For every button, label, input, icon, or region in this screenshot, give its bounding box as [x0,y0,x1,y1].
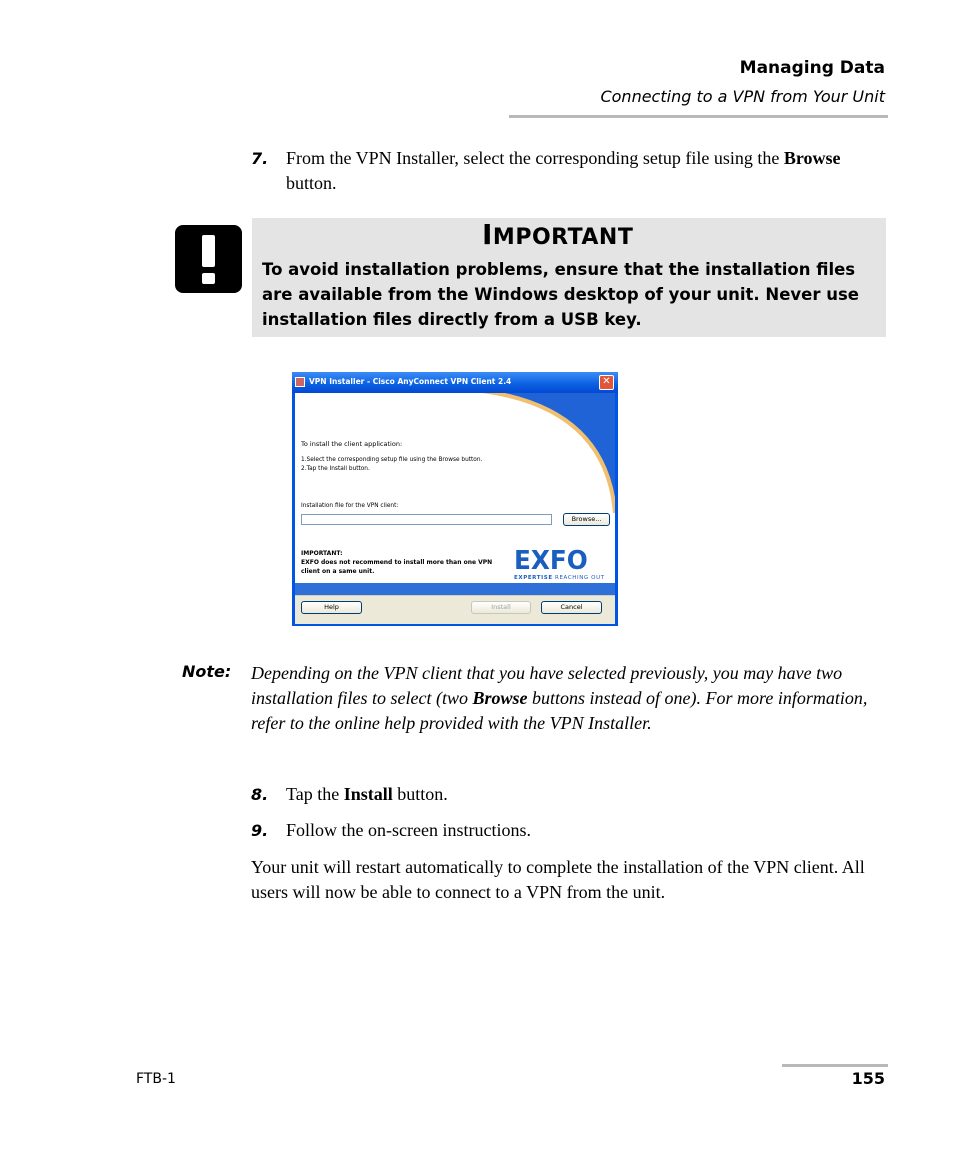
dialog-intro: To install the client application: [301,440,403,448]
dialog-step-2: 2.Tap the Install button. [301,466,370,472]
install-button[interactable]: Install [471,601,531,614]
field-label: Installation file for the VPN client: [301,503,399,509]
window-title: VPN Installer - Cisco AnyConnect VPN Client 2.4 [309,377,512,386]
step-bold-term: Install [343,784,393,804]
important-text: To avoid installation problems, ensure that the installation files are available from the Windows desktop of your unit. Never use installation files directly from a USB key. [262,260,859,329]
app-icon [295,377,305,387]
step-7 [251,146,881,196]
cancel-button[interactable]: Cancel [541,601,602,614]
step-number: 7. [251,149,269,168]
page-number: 155 [851,1069,885,1088]
important-heading: IMPORTANT [482,218,634,251]
header-rule [509,115,888,118]
dialog-important-line-2: client on a same unit. [301,568,375,575]
running-header-title: Managing Data [739,58,885,78]
step-text-end: button. [286,173,337,193]
step-number: 8. [251,785,269,804]
close-icon[interactable]: ✕ [599,375,614,390]
step-8 [251,782,881,807]
exfo-logo [514,548,605,581]
dialog-important-label: IMPORTANT: [301,550,343,557]
exclamation-icon [175,225,242,293]
vpn-installer-window [292,372,618,626]
footer-rule [782,1064,888,1067]
window-titlebar [292,372,618,393]
step-9 [251,818,881,843]
step-text: From the VPN Installer, select the corresponding setup file using the [286,148,784,168]
closing-paragraph: Your unit will restart automatically to complete the installation of the VPN client. All users will now be able to connect to a VPN from the unit. [251,857,865,902]
step-bold-term: Browse [783,148,841,168]
installation-file-input[interactable] [301,514,552,525]
note-text: Depending on the VPN client that you have selected previously, you may have two installation files to select (two Browse buttons instead of one). For more information, refer to the online help provided with the VPN Installer. [251,663,868,733]
footer-product: FTB-1 [136,1071,176,1087]
step-text-end: button. [392,784,448,804]
step-text: Follow the on-screen instructions. [286,820,531,840]
running-header-subtitle: Connecting to a VPN from Your Unit [600,87,885,106]
dialog-important-line-1: EXFO does not recommend to install more than one VPN [301,559,493,566]
note-label: Note: [182,662,232,681]
note-bold-term: Browse [472,688,528,708]
help-button[interactable]: Help [301,601,362,614]
exfo-wordmark: EXFO [514,546,588,576]
exfo-tagline: EXPERTISE REACHING OUT [514,575,605,581]
step-number: 9. [251,821,269,840]
dialog-step-1: 1.Select the corresponding setup file using the Browse button. [301,457,483,463]
browse-button[interactable]: Browse... [563,513,610,526]
step-text: Tap the [286,784,344,804]
